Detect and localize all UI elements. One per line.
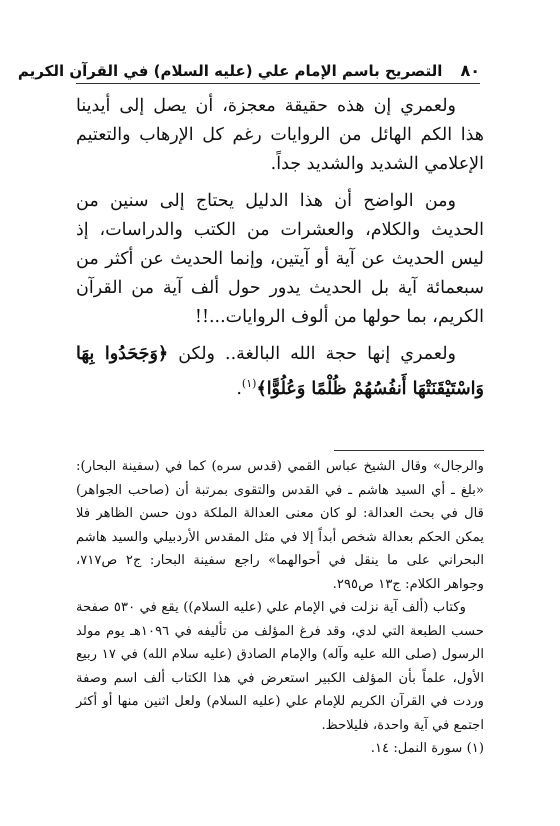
footnote-reference: (١) — [241, 377, 257, 390]
footnotes — [76, 455, 484, 761]
page-header — [17, 50, 480, 80]
main-text — [76, 92, 484, 404]
footnote-note: وكتاب (ألف آية نزلت في الإمام علي (عليه السلام)) يقع في ٥٣٠ صفحة حسب الطبعة التي لدي، وقد فرغ المؤلف من تأليفه في ١٠٩٦هـ يوم مولد الرسول (صلى الله عليه وآله) والإمام الصادق (عليه سلام الله) في ١٧ ربيع الأول، علماً بأن المؤلف الكبير استعرض في هذا الكتاب ألف اسم وصفة وردت في القرآن الكريم للإمام علي (عليه السلام) ولعل اثنين منها أو أكثر اجتمع في آية واحدة، فليلاحظ. — [76, 600, 485, 733]
paragraph: ولعمري إن هذه حقيقة معجزة، أن يصل إلى أيدينا هذا الكم الهائل من الروايات رغم كل الإرهاب والتعتيم الإعلامي الشديد والشديد جداً. — [76, 96, 484, 174]
paragraph-with-verse — [76, 340, 484, 404]
paragraph: ومن الواضح أن هذا الدليل يحتاج إلى سنين من الحديث والكلام، والعشرات من الكتب والدراسات، إذ ليس الحديث عن آية أو آيتين، وإنما الحديث عن أكثر من سبعمائة آية بل الحديث يدور حول ألف آية من القرآن الكريم، بما حولها من ألوف الروايات...!! — [76, 191, 484, 327]
footnote-separator — [334, 450, 484, 451]
running-title: التصريح باسم الإمام علي (عليه السلام) في القرآن الكريم — [17, 62, 443, 80]
page-number: ٨٠ — [460, 61, 480, 80]
footnote-1: (١) سورة النمل: ١٤. — [370, 741, 484, 756]
sentence-end: . — [236, 378, 242, 399]
quran-verse: ﴿وَجَحَدُوا بِهَا وَاسْتَيْقَنَتْهَا أَنفُسُهُمْ ظُلْمًا وَعُلُوًّا﴾ — [76, 344, 484, 399]
paragraph-text: ولعمري إنها حجة الله البالغة.. ولكن — [168, 344, 456, 364]
header-rule — [76, 83, 480, 84]
footnote-continuation: والرجال» وقال الشيخ عباس القمي (قدس سره) كما في (سفينة البحار): «بلغ ـ أي السيد هاشم ـ في القدس والتقوى بمرتبة أن (صاحب الجواهر) قال في بحث العدالة: لو كان معنى العدالة الملكة دون حسن الظاهر فلا يمكن الحكم بعدالة شخص أبداً إلا في مثل المقدس الأردبيلي والسيد هاشم البحراني على ما ينقل في أحوالهما» راجع سفينة البحار: ج٢ ص٧١٧، وجواهر الكلام: ج١٣ ص٢٩٥. — [76, 459, 485, 592]
